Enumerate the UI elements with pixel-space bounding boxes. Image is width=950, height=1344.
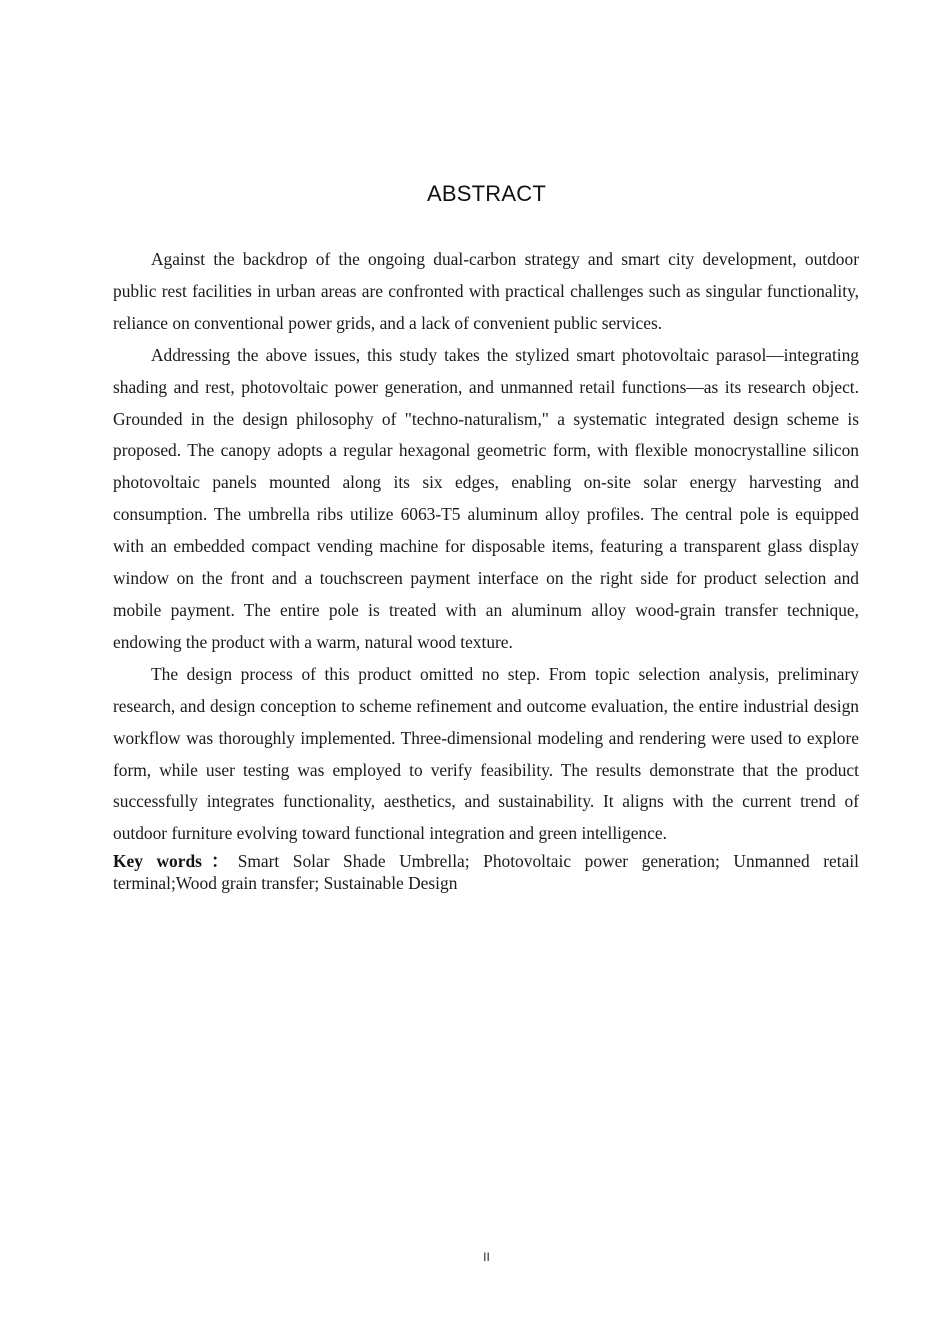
abstract-paragraph-1: Against the backdrop of the ongoing dual-carbon strategy and smart city development, outdoor public rest facilities in urban areas are confronted with practical challenges such as singular functionality, reliance on conventional power grids, and a lack of convenient public services.	[113, 249, 859, 333]
keywords-label: Key words：	[113, 851, 238, 872]
keywords-text: Smart Solar Shade Umbrella; Photovoltaic power generation; Unmanned retail terminal;Wood grain transfer; Sustainable Design	[113, 851, 859, 894]
page-number: II	[483, 1250, 490, 1264]
abstract-body	[113, 244, 859, 894]
keywords-line	[113, 850, 859, 894]
abstract-title: ABSTRACT	[427, 181, 546, 206]
abstract-paragraph-3: The design process of this product omitted no step. From topic selection analysis, preliminary research, and design conception to scheme refinement and outcome evaluation, the entire industrial design workflow was thoroughly implemented. Three-dimensional modeling and rendering were used to explore form, while user testing was employed to verify feasibility. The results demonstrate that the product successfully integrates functionality, aesthetics, and sustainability. It aligns with the current trend of outdoor furniture evolving toward functional integration and green intelligence.	[113, 663, 859, 844]
abstract-paragraph-2: Addressing the above issues, this study takes the stylized smart photovoltaic parasol—integrating shading and rest, photovoltaic power generation, and unmanned retail functions—as its research object. Grounded in the design philosophy of "techno-naturalism," a systematic integrated design scheme is proposed. The canopy adopts a regular hexagonal geometric form, with flexible monocrystalline silicon photovoltaic panels mounted along its six edges, enabling on-site solar energy harvesting and consumption. The umbrella ribs utilize 6063-T5 aluminum alloy profiles. The central pole is equipped with an embedded compact vending machine for disposable items, featuring a transparent glass display window on the front and a touchscreen payment interface on the right side for product selection and mobile payment. The entire pole is treated with an aluminum alloy wood-grain transfer technique, endowing the product with a warm, natural wood texture.	[113, 344, 859, 652]
